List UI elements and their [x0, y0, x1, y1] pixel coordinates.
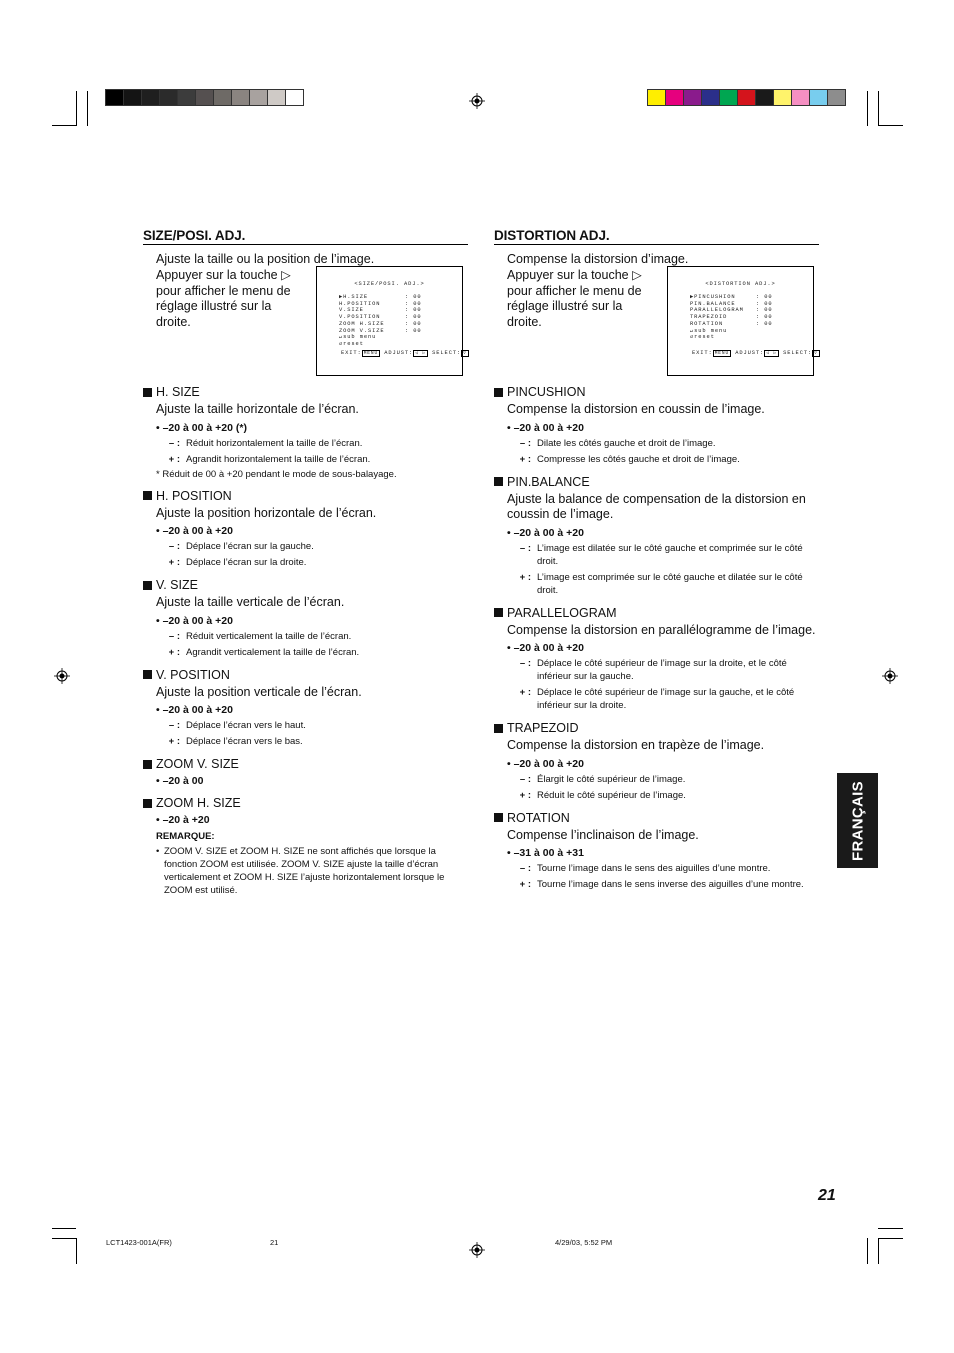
- square-bullet-icon: [494, 477, 503, 486]
- calibration-swatch: [285, 89, 304, 106]
- setting-option: – : Réduit horizontalement la taille de l’écran.: [168, 437, 363, 449]
- setting-option: – : L’image est dilatée sur le côté gauche et comprimée sur le côté droit.: [519, 542, 803, 567]
- osd-row: ▶PINCUSHION : 00: [690, 294, 773, 300]
- calibration-swatch: [213, 89, 232, 106]
- setting-item: [143, 796, 468, 826]
- osd-row: ↺reset: [339, 340, 364, 347]
- square-bullet-icon: [143, 760, 152, 769]
- osd-footer: EXIT: MENU ADJUST: ◁ ▷ SELECT: ▽: [692, 350, 818, 356]
- calibration-swatch: [827, 89, 846, 106]
- setting-heading: ZOOM H. SIZE: [143, 796, 468, 810]
- osd-row: TRAPEZOID : 00: [690, 314, 773, 321]
- setting-description: Compense la distorsion en trapèze de l’image.: [507, 738, 765, 752]
- size-posi-section: [143, 228, 468, 897]
- calibration-swatch: [755, 89, 774, 106]
- calibration-swatch: [267, 89, 286, 106]
- crop-mark: [878, 1238, 903, 1239]
- setting-description: Ajuste la position horizontale de l’écran.: [156, 505, 377, 520]
- setting-item: [494, 811, 819, 892]
- osd-cursor-icon: ▶: [690, 294, 695, 300]
- setting-option: – : Déplace l’écran vers le haut.: [168, 720, 306, 731]
- setting-option: + : Réduit le côté supérieur de l’image.: [519, 789, 686, 801]
- left-right-key-icon: ◁ ▷: [415, 351, 427, 356]
- setting-option: + : Déplace l’écran vers le bas.: [168, 736, 303, 747]
- section-intro: Ajuste la taille ou la position de l’image.: [156, 252, 375, 266]
- osd-row: PIN.BALANCE : 00: [690, 300, 773, 307]
- calibration-swatch: [177, 89, 196, 106]
- setting-option: – : Dilate les côtés gauche et droit de l’image.: [519, 437, 716, 449]
- setting-range: • –31 à 00 à +31: [507, 847, 584, 859]
- setting-description: Ajuste la position verticale de l’écran.: [156, 684, 362, 699]
- square-bullet-icon: [143, 491, 152, 500]
- crop-mark: [87, 91, 88, 126]
- registration-target-icon: [469, 1242, 485, 1258]
- calibration-swatch: [737, 89, 756, 106]
- calibration-swatch: [123, 89, 142, 106]
- square-bullet-icon: [494, 608, 503, 617]
- setting-range: • –20 à 00 à +20: [156, 614, 233, 627]
- setting-option: + : Compresse les côtés gauche et droit de l’image.: [519, 453, 740, 465]
- menu-key-icon: MENU: [714, 351, 730, 356]
- osd-row: V.POSITION : 00: [339, 314, 422, 321]
- osd-row: ↵sub menu: [339, 334, 377, 341]
- osd-row: ZOOM H.SIZE : 00: [339, 320, 422, 327]
- page-number: 21: [818, 1187, 836, 1204]
- crop-mark: [878, 91, 879, 126]
- calibration-swatch: [773, 89, 792, 106]
- setting-description: Ajuste la taille horizontale de l’écran.: [156, 402, 359, 416]
- setting-range: • –20 à 00 à +20 (*): [156, 421, 247, 434]
- section-title: SIZE/POSI. ADJ.: [143, 228, 468, 245]
- setting-heading: TRAPEZOID: [494, 721, 819, 735]
- setting-item: [494, 385, 819, 466]
- calibration-swatch: [249, 89, 268, 106]
- setting-range: • –20 à +20: [156, 814, 210, 826]
- setting-option: + : Agrandit horizontalement la taille de l’écran.: [168, 453, 371, 465]
- osd-row: ↵sub menu: [690, 327, 728, 334]
- calibration-swatch: [791, 89, 810, 106]
- calibration-swatch: [159, 89, 178, 106]
- setting-item: [494, 606, 819, 713]
- setting-item: [143, 489, 468, 570]
- down-key-icon: ▽: [463, 351, 467, 356]
- down-key-icon: ▽: [814, 351, 818, 356]
- setting-option: + : Agrandit verticalement la taille de l’écran.: [168, 646, 360, 658]
- square-bullet-icon: [143, 581, 152, 590]
- osd-menu-illustration: [316, 266, 467, 376]
- calibration-swatch: [647, 89, 666, 106]
- setting-range: • –20 à 00 à +20: [156, 704, 233, 716]
- language-tab: FRANÇAIS: [837, 773, 878, 868]
- registration-target-icon: [469, 93, 485, 109]
- doc-code: LCT1423-001A(FR): [106, 1238, 172, 1247]
- setting-heading: PINCUSHION: [494, 385, 819, 399]
- setting-option: – : Déplace l’écran sur la gauche.: [168, 541, 314, 552]
- setting-option: + : Déplace l’écran sur la droite.: [168, 557, 307, 568]
- osd-row: ▶H.SIZE : 00: [339, 294, 422, 300]
- menu-key-icon: MENU: [363, 351, 379, 356]
- calibration-swatch: [105, 89, 124, 106]
- osd-cursor-icon: ↺: [690, 334, 695, 341]
- crop-mark: [867, 1238, 868, 1264]
- calibration-swatch: [683, 89, 702, 106]
- setting-description: Compense la distorsion en parallélogramme de l’image.: [507, 622, 816, 637]
- setting-heading: H. SIZE: [143, 385, 468, 399]
- osd-row: V.SIZE : 00: [339, 307, 422, 314]
- osd-title: <DISTORTION ADJ.>: [705, 281, 776, 287]
- setting-note: * Réduit de 00 à +20 pendant le mode de sous-balayage.: [156, 468, 397, 480]
- crop-mark: [878, 125, 903, 126]
- registration-target-icon: [882, 668, 898, 684]
- setting-range: • –20 à 00 à +20: [507, 642, 584, 654]
- section-intro: Compense la distorsion d’image.: [507, 252, 689, 266]
- osd-row: ↺reset: [690, 334, 715, 341]
- crop-mark: [52, 1238, 76, 1239]
- registration-target-icon: [54, 668, 70, 684]
- osd-cursor-icon: ↺: [339, 340, 344, 347]
- setting-option: – : Élargit le côté supérieur de l’image.: [519, 773, 686, 785]
- setting-item: [143, 757, 468, 787]
- setting-item: [494, 721, 819, 802]
- setting-heading: V. SIZE: [143, 578, 468, 592]
- remark: • ZOOM V. SIZE et ZOOM H. SIZE ne sont affichés que lorsque la fonction ZOOM est utilisée. ZOOM V. SIZE ajuste la taille d’écran verticalement et ZOOM H. SIZE l’ajuste horizontalement lorsque le ZOOM est utilisé.: [156, 846, 445, 896]
- setting-description: Ajuste la balance de compensation de la distorsion en coussin de l’image.: [507, 491, 806, 521]
- setting-item: [143, 668, 468, 749]
- crop-mark: [52, 1228, 76, 1229]
- osd-row: PARALLELOGRAM : 00: [690, 307, 773, 314]
- square-bullet-icon: [494, 724, 503, 733]
- calibration-swatch: [231, 89, 250, 106]
- remark-title: REMARQUE:: [156, 831, 215, 842]
- crop-mark: [878, 1238, 879, 1264]
- osd-cursor-icon: ↵: [690, 327, 695, 334]
- osd-cursor-icon: ▶: [339, 294, 344, 300]
- setting-option: + : Déplace le côté supérieur de l’image sur la gauche, et le côté inférieur sur la droite.: [519, 687, 795, 711]
- setting-item: [143, 578, 468, 659]
- square-bullet-icon: [143, 388, 152, 397]
- section-instruction: Appuyer sur la touche ▷ pour afficher le menu de réglage illustré sur la droite.: [156, 268, 291, 329]
- color-calibration-bar: [648, 89, 846, 106]
- setting-heading: PIN.BALANCE: [494, 475, 819, 489]
- setting-range: • –20 à 00 à +20: [507, 421, 584, 434]
- setting-range: • –20 à 00 à +20: [156, 525, 233, 537]
- osd-row: ROTATION : 00: [690, 320, 773, 327]
- crop-mark: [878, 1228, 903, 1229]
- osd-footer: EXIT: MENU ADJUST: ◁ ▷ SELECT: ▽: [341, 350, 467, 356]
- setting-range: • –20 à 00 à +20: [507, 757, 584, 770]
- square-bullet-icon: [494, 388, 503, 397]
- crop-mark: [52, 125, 76, 126]
- setting-item: [143, 385, 468, 480]
- setting-item: [494, 475, 819, 597]
- setting-heading: PARALLELOGRAM: [494, 606, 819, 620]
- setting-heading: H. POSITION: [143, 489, 468, 503]
- setting-range: • –20 à 00 à +20: [507, 526, 584, 539]
- setting-heading: ZOOM V. SIZE: [143, 757, 468, 771]
- section-instruction: Appuyer sur la touche ▷ pour afficher le menu de réglage illustré sur la droite.: [507, 268, 642, 329]
- crop-mark: [867, 91, 868, 126]
- print-timestamp: 4/29/03, 5:52 PM: [555, 1238, 613, 1247]
- setting-option: – : Déplace le côté supérieur de l’image sur la droite, et le côté inférieur sur la gauche.: [519, 658, 787, 682]
- setting-description: Compense l’inclinaison de l’image.: [507, 827, 699, 842]
- sheet-number: 21: [270, 1238, 279, 1247]
- calibration-swatch: [719, 89, 738, 106]
- osd-row: H.POSITION : 00: [339, 300, 422, 307]
- square-bullet-icon: [143, 799, 152, 808]
- setting-option: – : Réduit verticalement la taille de l’écran.: [168, 630, 352, 642]
- crop-mark: [76, 91, 77, 126]
- grayscale-calibration-bar: [106, 89, 304, 106]
- left-right-key-icon: ◁ ▷: [766, 351, 778, 356]
- setting-range: • –20 à 00: [156, 775, 204, 787]
- setting-heading: ROTATION: [494, 811, 819, 825]
- calibration-swatch: [141, 89, 160, 106]
- calibration-swatch: [701, 89, 720, 106]
- osd-cursor-icon: ↵: [339, 334, 344, 341]
- calibration-swatch: [195, 89, 214, 106]
- calibration-swatch: [809, 89, 828, 106]
- distortion-section: [494, 228, 819, 891]
- osd-row: ZOOM V.SIZE : 00: [339, 327, 422, 334]
- section-title: DISTORTION ADJ.: [494, 228, 819, 245]
- setting-description: Compense la distorsion en coussin de l’image.: [507, 402, 765, 416]
- setting-heading: V. POSITION: [143, 668, 468, 682]
- crop-mark: [76, 1238, 77, 1264]
- setting-option: + : L’image est comprimée sur le côté gauche et dilatée sur le côté droit.: [519, 571, 803, 596]
- square-bullet-icon: [143, 670, 152, 679]
- osd-title: <SIZE/POSI. ADJ.>: [354, 281, 425, 287]
- osd-menu-illustration: [667, 266, 818, 376]
- setting-option: – : Tourne l’image dans le sens des aiguilles d’une montre.: [519, 863, 771, 874]
- square-bullet-icon: [494, 813, 503, 822]
- setting-option: + : Tourne l’image dans le sens inverse des aiguilles d’une montre.: [519, 879, 804, 890]
- setting-description: Ajuste la taille verticale de l’écran.: [156, 595, 345, 609]
- calibration-swatch: [665, 89, 684, 106]
